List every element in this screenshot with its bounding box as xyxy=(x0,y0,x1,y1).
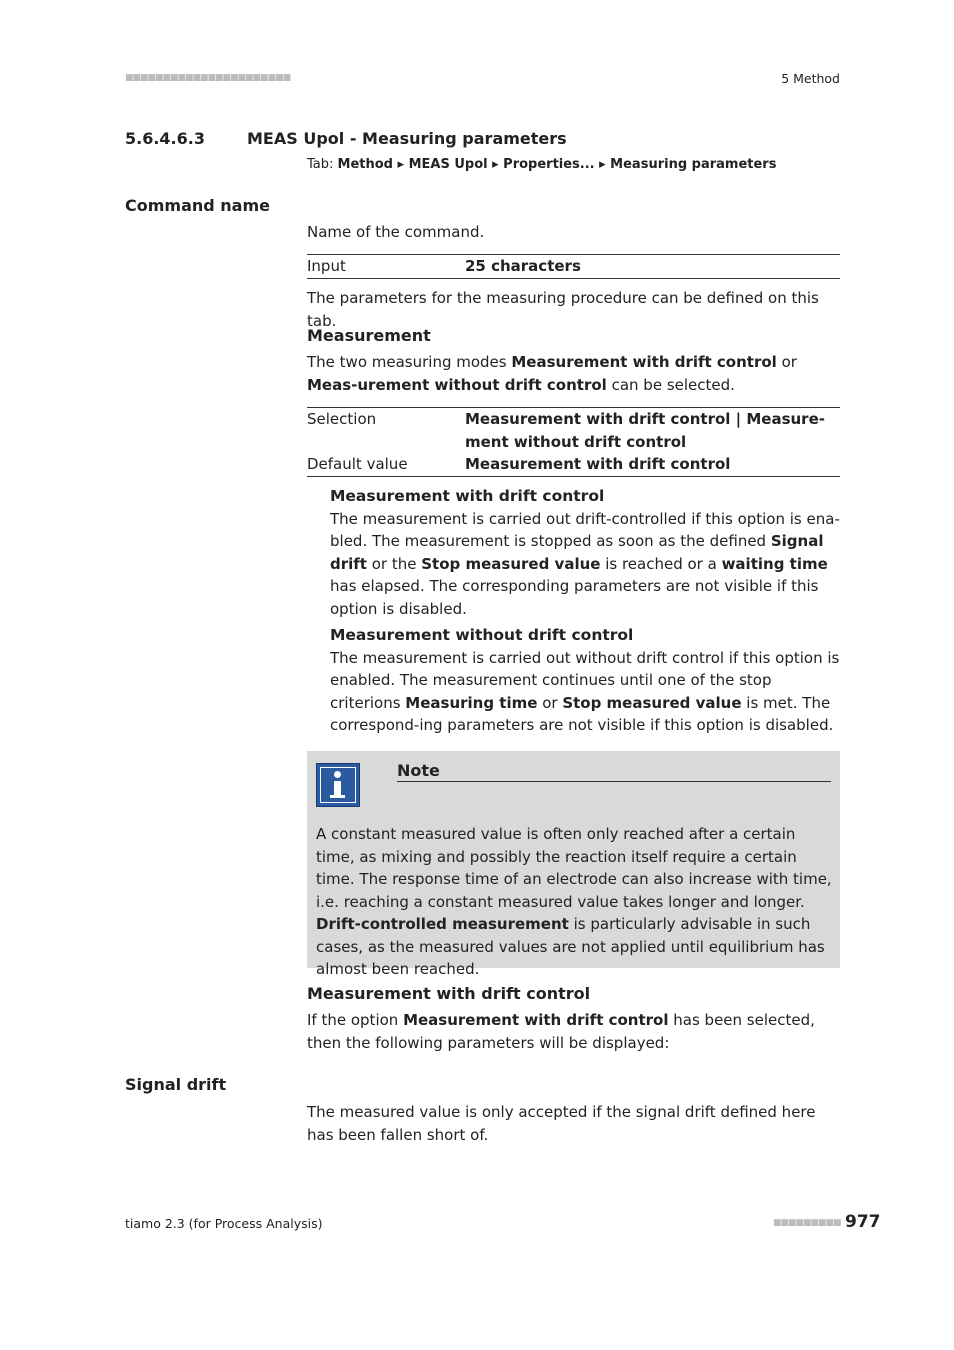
measurement-intro xyxy=(307,351,840,396)
opt1-text-a: The measurement is carried out drift-controlled if this option is ena-bled. The measurement is stopped as soon as the defined xyxy=(330,509,840,550)
input-key: Input xyxy=(307,257,346,275)
option-without-drift-text xyxy=(330,647,840,737)
tab-path-text: Method ▸ MEAS Upol ▸ Properties... ▸ Measuring parameters xyxy=(337,157,777,172)
option-with-drift-text xyxy=(330,508,840,621)
opt1-bold-2: Stop measured value xyxy=(421,554,601,573)
intro-bold-2: Meas-urement without drift control xyxy=(307,375,607,394)
measurement-heading: Measurement xyxy=(307,326,431,345)
note-text-a: A constant measured value is often only reached after a certain time, as mixing and possibly the reaction itself require a certain time. The response time of an electrode can also increase with time, i.e. reaching a constant measured value takes longer and longer. xyxy=(316,825,832,911)
input-value: 25 characters xyxy=(465,257,581,275)
note-text xyxy=(316,823,834,981)
note-text-c: is particularly advisable in such cases, as the measured values are not applied until equilibrium has almost been reached. xyxy=(316,915,825,978)
opt1-text-c: or the xyxy=(366,554,422,573)
tab-path xyxy=(307,157,776,172)
intro-text-1: The two measuring modes xyxy=(307,353,512,371)
header-decoration: ■■■■■■■■■■■■■■■■■■■■■■ xyxy=(125,73,291,83)
option-without-drift xyxy=(330,624,840,737)
opt1-text-d: is reached or a xyxy=(600,554,722,573)
drift-text-a: If the option xyxy=(307,1011,404,1029)
signal-drift-description: The measured value is only accepted if the signal drift defined here has been fallen short of. xyxy=(307,1103,816,1144)
selection-value: Measurement with drift control | Measure-ment without drift control xyxy=(465,410,825,451)
drift-text-c: has been selected, then the following parameters will be displayed: xyxy=(307,1011,815,1052)
command-name-label: Command name xyxy=(125,196,270,215)
input-table xyxy=(307,254,840,279)
opt2-bold-2: Stop measured value xyxy=(562,693,742,712)
signal-drift-label: Signal drift xyxy=(125,1075,227,1094)
opt2-text-c: or xyxy=(537,693,563,712)
opt1-bold-3: waiting time xyxy=(721,554,828,573)
opt1-bold-1: Signal drift xyxy=(330,532,824,573)
option-with-drift-title: Measurement with drift control xyxy=(330,487,605,505)
info-icon xyxy=(316,763,360,807)
opt2-text-a: The measurement is carried out without drift control if this option is enabled. The measurement continues until one of the stop criterions xyxy=(330,648,840,712)
command-name-description: Name of the command. xyxy=(307,223,485,241)
drift-bold: Measurement with drift control xyxy=(403,1011,669,1029)
drift-section-heading: Measurement with drift control xyxy=(307,984,591,1003)
default-value: Measurement with drift control xyxy=(465,455,731,473)
note-title: Note xyxy=(397,761,831,782)
selection-table xyxy=(307,407,840,477)
footer-product: tiamo 2.3 (for Process Analysis) xyxy=(125,1216,323,1231)
footer-decoration: ■■■■■■■■■ xyxy=(773,1218,841,1228)
section-title: MEAS Upol - Measuring parameters xyxy=(247,129,567,148)
drift-section-text xyxy=(307,1009,840,1054)
opt2-bold-1: Measuring time xyxy=(405,693,538,712)
section-number: 5.6.4.6.3 xyxy=(125,129,205,148)
option-with-drift xyxy=(330,485,840,620)
default-key: Default value xyxy=(307,455,408,473)
intro-text-2: or xyxy=(776,353,797,371)
opt2-text-d: is met. The correspond-ing parameters are not visible if this option is disabled. xyxy=(330,693,834,734)
selection-key: Selection xyxy=(307,410,377,428)
intro-text-3: can be selected. xyxy=(606,375,735,394)
opt1-text-e: has elapsed. The corresponding parameters are not visible if this option is disabled. xyxy=(330,577,819,618)
option-without-drift-title: Measurement without drift control xyxy=(330,626,634,644)
intro-bold-1: Measurement with drift control xyxy=(511,353,777,371)
tab-prefix: Tab: xyxy=(307,157,334,172)
header-chapter: 5 Method xyxy=(781,71,840,86)
tab-intro: The parameters for the measuring procedure can be defined on this tab. xyxy=(307,289,819,330)
page-number: 977 xyxy=(845,1212,881,1232)
note-bold: Drift-controlled measurement xyxy=(316,915,569,933)
note-box xyxy=(307,751,840,978)
